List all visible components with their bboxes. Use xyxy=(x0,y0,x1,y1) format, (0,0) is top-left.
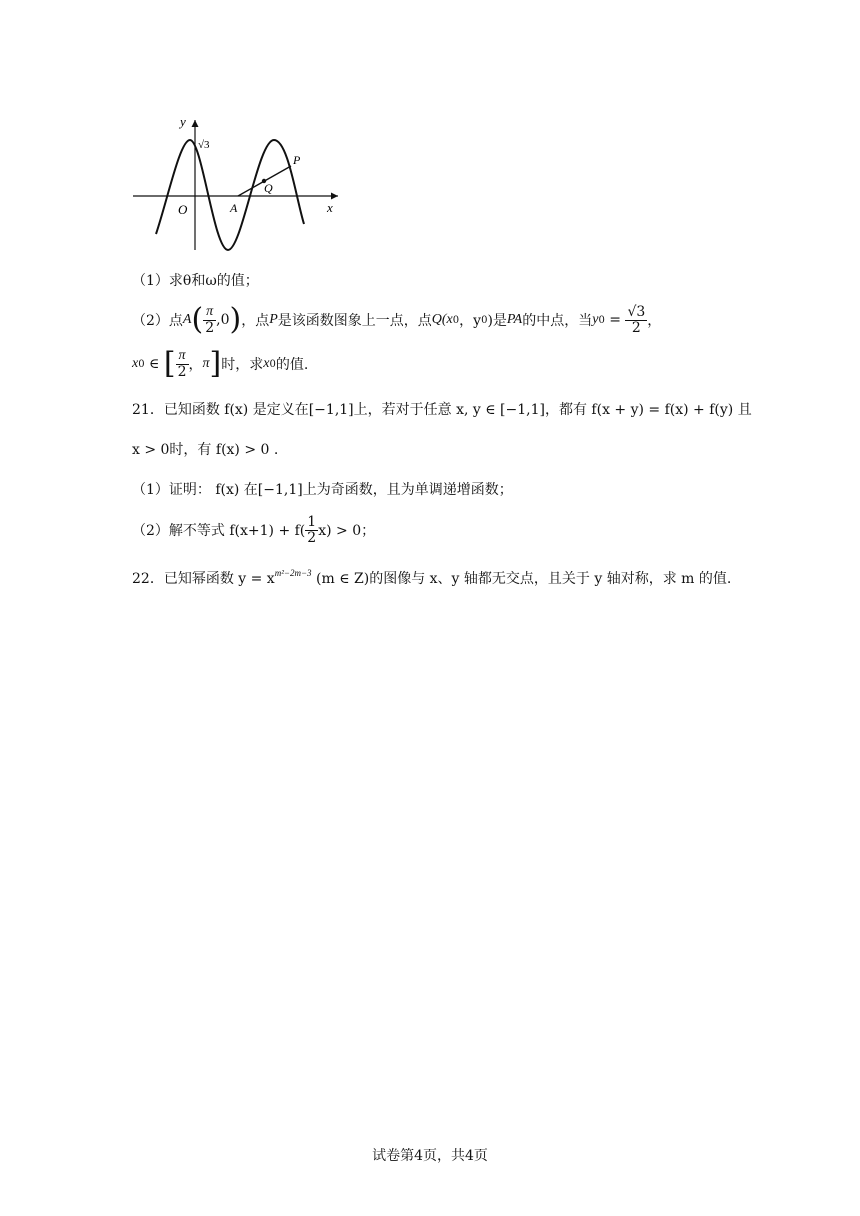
q20-p2-text-b: ，点 xyxy=(241,313,270,329)
q20-p2-eq: = xyxy=(604,312,626,328)
q21-line2: x > 0时，有 f(x) > 0 . xyxy=(132,442,279,458)
q22-text-b: (m ∈ Z)的图像与 x、y 轴都无交点，且关于 y 轴对称，求 m 的值. xyxy=(316,571,732,587)
right-paren: ) xyxy=(229,302,242,337)
q20-part2-line1 xyxy=(132,298,661,342)
q20-p2-y0: y xyxy=(592,312,599,327)
sqrt3-label: √3 xyxy=(198,139,210,151)
frac-den-2: 2 xyxy=(205,319,215,336)
origin-label: O xyxy=(178,202,188,217)
sqrt3-over-2-fraction xyxy=(625,305,647,335)
q20-p2-sub0b: 0 xyxy=(481,314,488,326)
q20-p2-text-c: 是该函数图象上一点，点 xyxy=(277,313,432,329)
q20-p2-text-g: ， xyxy=(647,313,662,329)
q21-p2-text-b: x) > 0； xyxy=(318,523,376,539)
y-axis-label: y xyxy=(180,114,186,129)
q20-p2-text-d: ，y xyxy=(459,313,482,329)
q20-p3-in: ∈ xyxy=(144,356,164,372)
q20-p3-pi: π xyxy=(202,356,210,371)
right-bracket: ] xyxy=(209,346,222,381)
pi-over-2-fraction xyxy=(203,305,216,335)
point-P-label: P xyxy=(293,153,301,167)
q20-p3-sub: 0 xyxy=(138,358,145,370)
frac-den-2c: 2 xyxy=(177,363,187,380)
q22-text-a: 22．已知幂函数 y = x xyxy=(132,571,275,587)
left-bracket: [ xyxy=(163,346,176,381)
q21-line1: 21．已知函数 f(x) 是定义在[−1,1]上，若对于任意 x, y ∈ [−1,1]，都有 f(x + y) = f(x) + f(y) 且 xyxy=(132,402,752,418)
q20-p2-text-a: （2）点 xyxy=(132,313,183,329)
pi-over-2-fraction-b xyxy=(176,349,189,379)
q20-p2-text-f: 的中点，当 xyxy=(522,313,593,329)
x-axis-label: x xyxy=(327,200,333,215)
q20-p3-text-b: 的值. xyxy=(275,357,309,373)
q21-p2-text-a: （2）解不等式 f(x+1) + f( xyxy=(132,523,306,539)
frac-num-1: 1 xyxy=(307,513,317,530)
left-paren: ( xyxy=(191,302,204,337)
frac-den-2b: 2 xyxy=(631,319,641,336)
page-footer: 试卷第4页，共4页 xyxy=(372,1148,488,1164)
q20-p3-text-a: 时，求 xyxy=(221,357,264,373)
frac-num-pi: π xyxy=(203,305,216,321)
q21-part1: （1）证明： f(x) 在[−1,1]上为奇函数，且为单调递增函数； xyxy=(132,482,513,498)
q20-p3-x0: x xyxy=(132,356,139,371)
q22-exponent: m²−2m−3 xyxy=(274,568,312,578)
q20-p3-sep: ， xyxy=(188,357,203,373)
q22-line xyxy=(132,568,731,588)
point-A-label: A xyxy=(230,201,238,215)
q20-part1: （1）求θ和ω的值； xyxy=(132,273,259,289)
q20-p2-text-e: )是 xyxy=(487,313,507,329)
frac-num-pi-b: π xyxy=(176,349,189,365)
q20-p3-x0b: x xyxy=(263,356,270,371)
frac-num-sqrt3: √3 xyxy=(627,303,646,320)
q20-p3-subb: 0 xyxy=(269,358,276,370)
sine-graph-figure xyxy=(128,108,348,258)
frac-den-2d: 2 xyxy=(307,529,317,546)
q20-p2-PA: PA xyxy=(506,312,523,327)
one-half-fraction xyxy=(305,515,318,545)
q20-p2-A: A xyxy=(182,312,192,327)
q20-p2-zero: ,0 xyxy=(216,312,230,328)
sine-curve xyxy=(156,140,304,250)
q21-part2 xyxy=(132,510,375,550)
q20-p2-P: P xyxy=(269,312,278,327)
q20-p2-sub0: 0 xyxy=(452,314,460,326)
q20-part2-line2 xyxy=(132,342,308,386)
q20-p2-y0sub: 0 xyxy=(598,314,605,326)
q20-p2-Q: Q(x xyxy=(431,312,453,327)
point-Q-label: Q xyxy=(264,181,273,195)
